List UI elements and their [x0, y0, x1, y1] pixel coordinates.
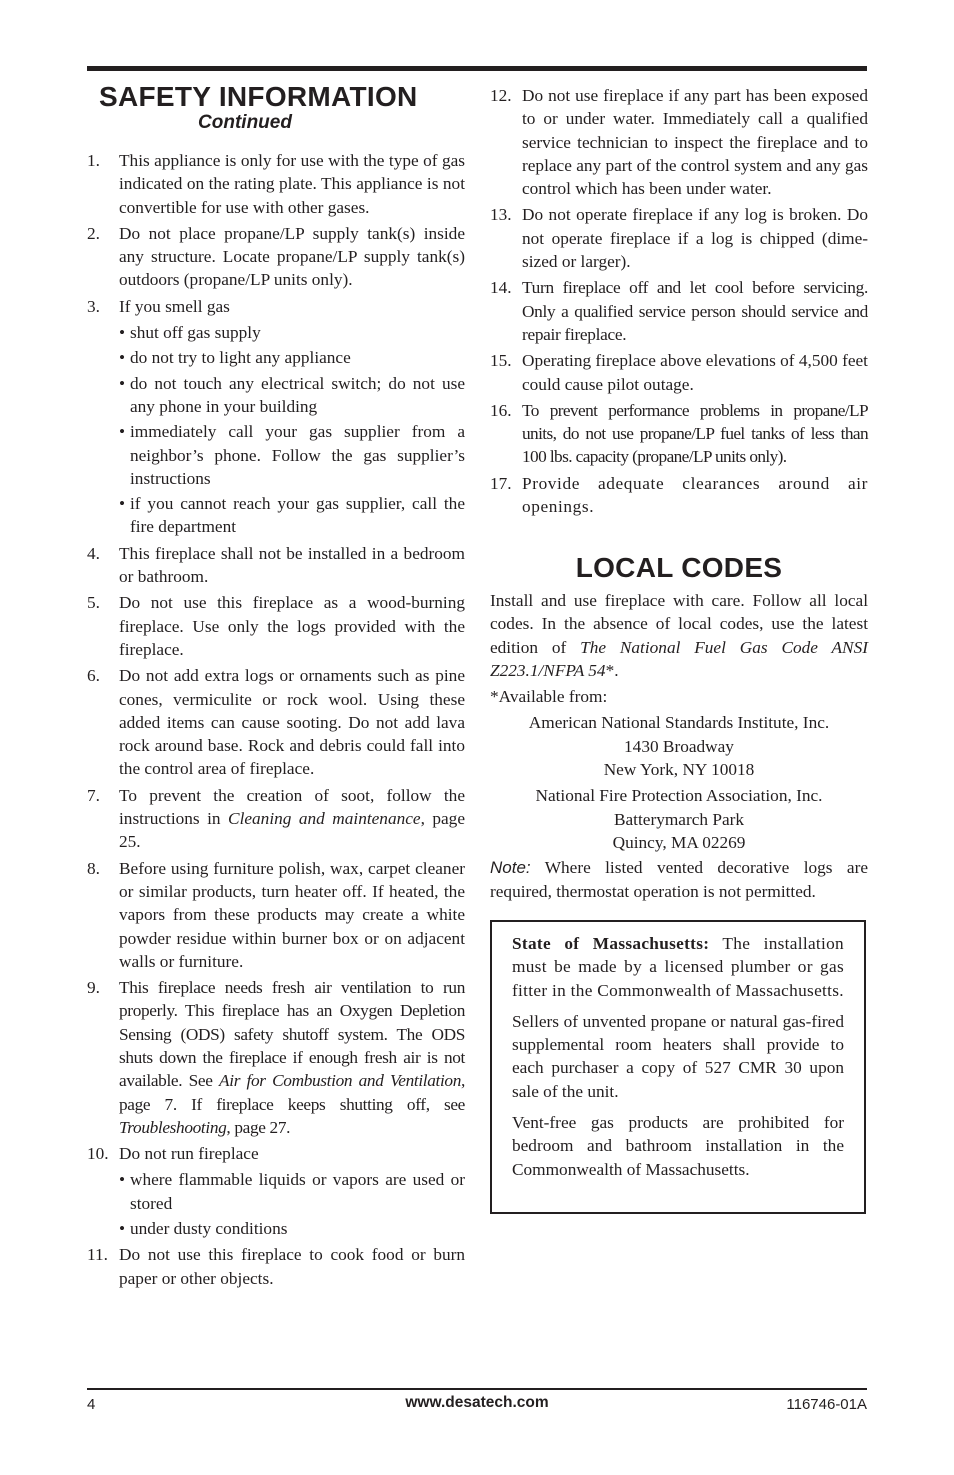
safety-heading	[99, 82, 449, 134]
list-item	[87, 1142, 465, 1165]
item-number: 14.	[490, 278, 512, 298]
item-number: 6.	[87, 666, 100, 686]
bottom-rule	[87, 1388, 867, 1390]
item-text: This fireplace shall not be installed in a bedroom or bathroom.	[119, 543, 465, 587]
item-number: 10.	[87, 1144, 109, 1164]
item-number: 16.	[490, 400, 512, 420]
item-text: Do not add extra logs or ornaments such as pine cones, vermiculite or rock wool. Using these added items can cause sooting. Do not add lava rock around base. Rock and debris could fall into the control area of fireplace.	[119, 666, 465, 779]
list-item	[87, 591, 465, 661]
org-address-nfpa	[490, 784, 868, 854]
item-text: Do not use this fireplace as a wood-burning fireplace. Use only the logs provided with the fireplace.	[119, 593, 465, 659]
list-item	[87, 664, 465, 780]
item-number: 2.	[87, 223, 100, 243]
bullet-icon: •	[119, 323, 126, 343]
org-name: American National Standards Institute, Inc.	[528, 713, 830, 733]
item-text: Turn fireplace off and let cool before servicing. Only a qualified service person should service and repair fireplace.	[522, 278, 868, 344]
list-item	[87, 1243, 465, 1290]
item-number: 12.	[490, 86, 512, 105]
item-text-part: , page 27.	[226, 1117, 291, 1137]
available-from: *Available from:	[490, 687, 608, 707]
top-rule	[87, 66, 867, 71]
list-item	[87, 784, 465, 854]
bullet-text: where flammable liquids or vapors are used or stored	[130, 1170, 465, 1213]
note-label: Note:	[490, 858, 531, 878]
list-item	[87, 295, 465, 318]
item-number: 1.	[87, 151, 100, 170]
org-city: New York, NY 10018	[603, 760, 755, 780]
note-text: Where listed vented decorative logs are required, thermostat operation is not permitted.	[490, 858, 868, 901]
bullet-icon: •	[119, 373, 126, 393]
bullet-item	[119, 372, 465, 419]
bullet-text: immediately call your gas supplier from a neighbor’s phone. Follow the gas supplier’s instructions	[130, 422, 465, 488]
massachusetts-para-1	[512, 932, 844, 1002]
item-text: Do not use fireplace if any part has been exposed to or under water. Immediately call a qualified service technician to inspect the fireplace and to replace any part of the control system and any gas control which has been under water.	[522, 86, 868, 199]
bullet-text: shut off gas supply	[130, 323, 261, 343]
do-not-run-bullets	[119, 1168, 465, 1240]
item-number: 5.	[87, 593, 100, 613]
massachusetts-heading: State of Massachusetts:	[512, 934, 710, 953]
item-text-part: , page 7. If fireplace keeps shutting off, see	[119, 1071, 465, 1114]
item-text: Do not run fireplace	[119, 1144, 259, 1164]
item-text: This appliance is only for use with the type of gas indicated on the rating plate. This appliance is not convertible for use with other gases.	[119, 151, 465, 217]
item-number: 11.	[87, 1245, 108, 1265]
item-number: 8.	[87, 858, 100, 878]
bullet-item	[119, 492, 465, 539]
org-street: Batterymarch Park	[613, 809, 745, 829]
item-text: Operating fireplace above elevations of 4,500 feet could cause pilot outage.	[522, 351, 868, 394]
org-city: Quincy, MA 02269	[612, 832, 746, 852]
massachusetts-para-3: Vent-free gas products are prohibited for bedroom and bathroom installation in the Commonwealth of Massachusetts.	[512, 1113, 844, 1179]
note	[490, 856, 868, 903]
local-codes-body	[490, 589, 868, 906]
item-text: Provide adequate clearances around air openings.	[522, 473, 868, 517]
bullet-item	[119, 420, 465, 490]
bullet-text: under dusty conditions	[130, 1219, 288, 1239]
bullet-icon: •	[119, 494, 126, 514]
item-text: Do not use this fireplace to cook food or burn paper or other objects.	[119, 1245, 465, 1288]
massachusetts-notice-box	[490, 920, 866, 1214]
document-number: 116746-01A	[786, 1396, 867, 1413]
bullet-text: do not touch any electrical switch; do not use any phone in your building	[130, 373, 465, 416]
bullet-icon: •	[119, 422, 126, 442]
item-number: 9.	[87, 978, 100, 998]
list-item	[490, 276, 868, 346]
list-item	[490, 203, 868, 273]
section-title: SAFETY INFORMATION	[99, 81, 418, 112]
item-text-part: , page 25.	[119, 809, 465, 852]
bullet-icon: •	[119, 1170, 126, 1190]
bullet-text: if you cannot reach your gas supplier, call the fire department	[130, 494, 465, 537]
website-url: www.desatech.com	[405, 1394, 549, 1411]
list-item	[87, 149, 465, 219]
list-item	[87, 976, 465, 1139]
item-text: If you smell gas	[119, 296, 230, 316]
bullet-icon: •	[119, 1219, 126, 1239]
item-text: Do not operate fireplace if any log is broken. Do not operate fireplace if a log is chipped (dime-sized or larger).	[522, 205, 868, 272]
list-item	[490, 84, 868, 200]
item-number: 15.	[490, 351, 512, 371]
list-item	[87, 222, 465, 292]
local-codes-intro	[490, 589, 868, 682]
cross-reference: Troubleshooting	[119, 1117, 227, 1137]
list-item	[490, 399, 868, 469]
item-number: 4.	[87, 543, 100, 563]
safety-list-left	[87, 149, 465, 1293]
item-text: Do not place propane/LP supply tank(s) inside any structure. Locate propane/LP supply tank(s) outdoors (propane/LP units only).	[119, 223, 465, 290]
item-number: 3.	[87, 296, 100, 316]
section-title: LOCAL CODES	[575, 552, 783, 583]
code-reference: The National Fuel Gas Code ANSI Z223.1/NFPA 54	[490, 637, 868, 680]
bullet-item	[119, 1168, 465, 1215]
item-text-part: This fireplace needs fresh air ventilation to run properly. This fireplace has an Oxygen Depletion Sensing (ODS) safety shutoff system. The ODS shuts down the fireplace if enough fresh air is not available. See	[119, 978, 465, 1091]
item-text: To prevent performance problems in propane/LP units, do not use propane/LP fuel tanks of less than 100 lbs. capacity (propane/LP units only).	[522, 400, 868, 467]
cross-reference: Air for Combustion and Ventilation	[219, 1071, 462, 1091]
item-text	[87, 784, 465, 854]
intro-text: *.	[605, 660, 619, 680]
list-item	[87, 542, 465, 589]
bullet-icon: •	[119, 348, 126, 368]
cross-reference: Cleaning and maintenance	[228, 809, 421, 829]
item-number: 17.	[490, 473, 512, 493]
list-item	[490, 472, 868, 519]
page-number: 4	[87, 1396, 96, 1413]
bullet-item	[119, 346, 465, 369]
bullet-item	[119, 321, 465, 344]
bullet-text: do not try to light any appliance	[130, 348, 351, 368]
org-street: 1430 Broadway	[624, 736, 734, 756]
item-number: 13.	[490, 205, 512, 225]
para-text: The installation must be made by a licensed plumber or gas fitter in the Commonwealth of Massachusetts.	[512, 934, 844, 1000]
org-name: National Fire Protection Association, Inc.	[535, 786, 823, 806]
org-address-ansi	[490, 711, 868, 781]
local-codes-heading	[490, 553, 868, 583]
bullet-item	[119, 1217, 465, 1240]
item-text: Before using furniture polish, wax, carpet cleaner or similar products, turn heater off. If heated, the vapors from these products may create a white powder residue within burner box or on adjacent walls or furniture.	[119, 858, 465, 971]
gas-smell-bullets	[119, 321, 465, 539]
massachusetts-para-2: Sellers of unvented propane or natural gas-fired supplemental room heaters shall provide to each purchaser a copy of 527 CMR 30 upon sale of the unit.	[512, 1011, 844, 1101]
item-text-part: To prevent the creation of soot, follow the instructions in	[119, 785, 465, 829]
list-item	[87, 857, 465, 973]
item-text	[87, 976, 465, 1139]
item-number: 7.	[87, 785, 100, 805]
section-subtitle: Continued	[198, 112, 292, 133]
safety-list-right	[490, 84, 868, 521]
intro-text: Install and use fireplace with care. Follow all local codes. In the absence of local codes, use the latest edition of	[490, 591, 868, 657]
list-item	[490, 349, 868, 396]
